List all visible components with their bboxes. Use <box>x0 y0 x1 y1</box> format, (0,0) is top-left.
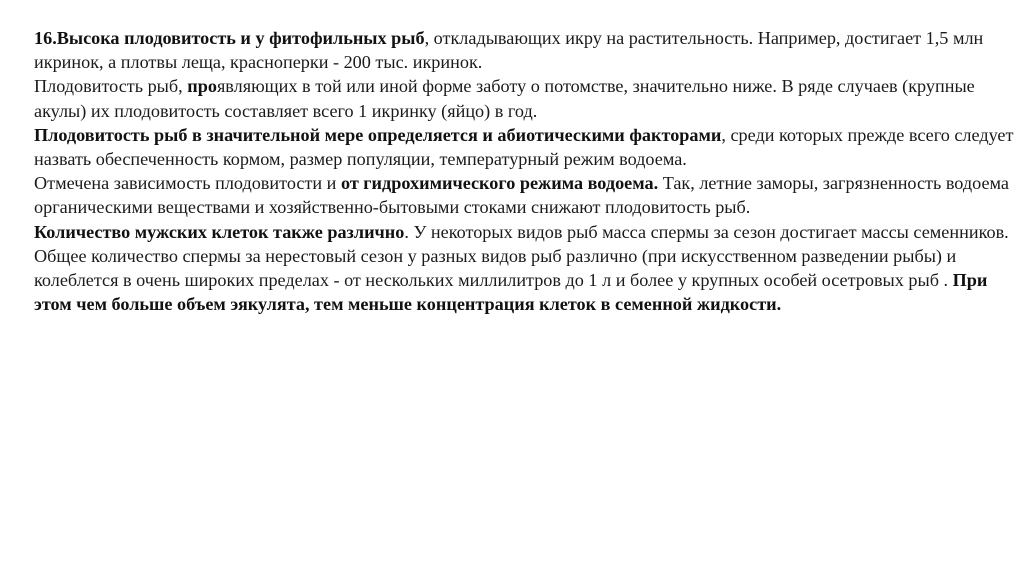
paragraph-text-before: Плодовитость рыб, <box>34 76 188 97</box>
paragraph-parental-care <box>34 74 1014 122</box>
paragraph-bold-fragment: от гидрохимического режима водоема. <box>340 173 659 194</box>
paragraph-male-cells <box>34 220 1014 317</box>
paragraph-bold-lead: Плодовитость рыб в значительной мере определяется и абиотическими факторами <box>34 124 722 145</box>
paragraph-hydrochemical-regime <box>34 171 1014 219</box>
paragraph-text: , среди которых прежде всего следует назвать обеспеченность кормом, размер популяции, температурный режим водоема. <box>34 124 1014 170</box>
paragraph-text: . У некоторых видов рыб масса спермы за сезон достигает массы семенников. Общее количество спермы за нерестовый сезон у разных видов рыб различно (при искусственном разведении рыбы) и колеблется в очень широких пределах - от нескольких миллилитров до 1 л и более у крупных особей осетровых рыб . <box>34 221 1009 291</box>
paragraph-phytophilous-fecundity <box>34 26 1014 74</box>
paragraph-abiotic-factors <box>34 123 1014 171</box>
paragraph-text-before: Отмечена зависимость плодовитости и <box>34 173 341 194</box>
paragraph-text-after: Так, летние заморы, загрязненность водоема органическими веществами и хозяйственно-бытовыми стоками снижают плодовитость рыб. <box>34 173 1009 218</box>
paragraph-bold-lead: Количество мужских клеток также различно <box>34 221 405 242</box>
paragraph-text: , откладывающих икру на растительность. Например, достигает 1,5 млн икринок, а плотвы леща, красноперки - 200 тыс. икринок. <box>34 28 984 73</box>
paragraph-bold-tail: При этом чем больше объем эякулята, тем меньше концентрация клеток в семенной жидкости. <box>34 270 988 315</box>
paragraph-bold-lead: 16.Высока плодовитость и у фитофильных рыб <box>34 28 425 48</box>
paragraph-text-after: являющих в той или иной форме заботу о потомстве, значительно ниже. В ряде случаев (крупные акулы) их плодовитость составляет всего 1 икринку (яйцо) в год. <box>34 76 975 121</box>
slide-text-body <box>34 26 1014 316</box>
paragraph-bold-fragment: про <box>187 76 217 97</box>
